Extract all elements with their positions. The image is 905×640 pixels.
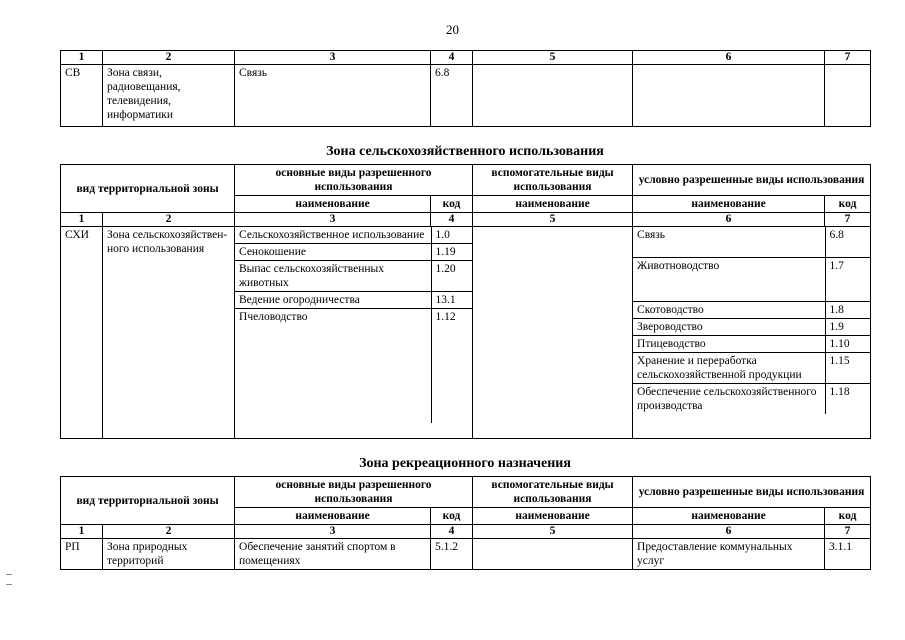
zone-name: Зона связи, радиовещания, телевидения, информатики: [103, 65, 235, 127]
col-number: 6: [633, 51, 825, 65]
cond-use-code: 1.15: [825, 352, 871, 383]
header-main-uses: основные виды разрешенного использования: [235, 477, 473, 508]
table-row: [61, 65, 871, 127]
col-number: 1: [61, 525, 103, 539]
cond-use-code: 6.8: [825, 227, 871, 257]
zone-code: СВ: [61, 65, 103, 127]
col-number: 3: [235, 525, 431, 539]
main-use-code: 1.19: [431, 244, 473, 261]
header-name: наименование: [633, 196, 825, 213]
main-use-code: 6.8: [431, 65, 473, 127]
cond-use-name: Птицеводство: [633, 335, 825, 352]
cond-use-code: 1.18: [825, 383, 871, 414]
cond-use-name: Связь: [633, 227, 825, 257]
col-number: 7: [825, 213, 871, 227]
main-use-name: Сенокошение: [235, 244, 431, 261]
zone-name: Зона сельскохозяйствен-ного использования: [103, 227, 235, 439]
table-agricultural-zone: [60, 164, 871, 439]
col-number: 6: [633, 525, 825, 539]
list-item: [633, 227, 871, 257]
cond-use-code: 3.1.1: [825, 539, 871, 570]
table-row: [61, 539, 871, 570]
page-number: 20: [446, 22, 459, 37]
main-use-code: 1.12: [431, 309, 473, 423]
main-uses-list: [235, 227, 473, 439]
header-cond-uses: условно разрешенные виды использования: [633, 477, 871, 508]
header-name: наименование: [235, 196, 431, 213]
main-use-code: 13.1: [431, 292, 473, 309]
main-use-name: Обеспечение занятий спортом в помещениях: [235, 539, 431, 570]
header-name: наименование: [633, 508, 825, 525]
col-number: 5: [473, 51, 633, 65]
header-name: наименование: [473, 196, 633, 213]
table-communications-zone: [60, 50, 871, 127]
col-number: 3: [235, 51, 431, 65]
zone-code: РП: [61, 539, 103, 570]
col-number: 5: [473, 525, 633, 539]
table-row: [61, 227, 871, 439]
column-number-row: [61, 51, 871, 65]
header-code: код: [825, 196, 871, 213]
cond-use-code: 1.7: [825, 257, 871, 301]
section-title-agricultural: Зона сельскохозяйственного использования: [326, 144, 604, 159]
main-use-code: 1.20: [431, 261, 473, 292]
header-code: код: [431, 196, 473, 213]
list-item: [633, 318, 871, 335]
header-zone-type: вид территориальной зоны: [61, 165, 235, 213]
scan-margin-mark: [6, 584, 12, 585]
list-item: [633, 257, 871, 301]
col-number: 5: [473, 213, 633, 227]
header-cond-uses: условно разрешенные виды использования: [633, 165, 871, 196]
list-item: [235, 227, 473, 244]
header-row: [61, 165, 871, 196]
main-use-name: Связь: [235, 65, 431, 127]
aux-use-name: [473, 65, 633, 127]
header-aux-uses: вспомогательные виды использования: [473, 165, 633, 196]
cond-use-name: Животноводство: [633, 257, 825, 301]
col-number: 4: [431, 525, 473, 539]
header-zone-type: вид территориальной зоны: [61, 477, 235, 525]
col-number: 4: [431, 51, 473, 65]
header-aux-uses: вспомогательные виды использования: [473, 477, 633, 508]
col-number: 1: [61, 213, 103, 227]
col-number: 7: [825, 51, 871, 65]
header-code: код: [431, 508, 473, 525]
main-use-name: Сельскохозяйственное использование: [235, 227, 431, 244]
list-item: [235, 244, 473, 261]
col-number: 4: [431, 213, 473, 227]
aux-use-name: [473, 227, 633, 439]
cond-use-code: 1.8: [825, 301, 871, 318]
header-name: наименование: [473, 508, 633, 525]
col-number: 2: [103, 213, 235, 227]
list-item: [633, 301, 871, 318]
aux-use-name: [473, 539, 633, 570]
cond-use-code: [825, 65, 871, 127]
list-item: [633, 352, 871, 383]
header-main-uses: основные виды разрешенного использования: [235, 165, 473, 196]
cond-use-name: Предоставление коммунальных услуг: [633, 539, 825, 570]
list-item: [633, 383, 871, 414]
list-item: [235, 292, 473, 309]
header-code: код: [825, 508, 871, 525]
zone-name: Зона природных территорий: [103, 539, 235, 570]
cond-use-name: Звероводство: [633, 318, 825, 335]
cond-use-name: Обеспечение сельскохозяйственного производства: [637, 385, 817, 412]
list-item: [235, 261, 473, 292]
zone-code: СХИ: [61, 227, 103, 439]
col-number: 3: [235, 213, 431, 227]
cond-use-name: Хранение и переработка сельскохозяйственной продукции: [633, 352, 825, 383]
col-number: 1: [61, 51, 103, 65]
section-title-recreational: Зона рекреационного назначения: [359, 456, 571, 471]
table-recreational-zone: [60, 476, 871, 570]
cond-use-code: 1.10: [825, 335, 871, 352]
col-number: 6: [633, 213, 825, 227]
col-number: 2: [103, 525, 235, 539]
list-item: [235, 309, 473, 423]
cond-use-name: Скотоводство: [633, 301, 825, 318]
col-number: 7: [825, 525, 871, 539]
column-number-row: [61, 213, 871, 227]
main-use-code: 5.1.2: [431, 539, 473, 570]
scan-margin-mark: [6, 574, 12, 575]
main-use-name: Выпас сельскохозяйственных животных: [235, 261, 431, 292]
cond-use-code: 1.9: [825, 318, 871, 335]
main-use-name: Пчеловодство: [239, 311, 308, 323]
list-item: [633, 335, 871, 352]
col-number: 2: [103, 51, 235, 65]
cond-use-name: [633, 65, 825, 127]
column-number-row: [61, 525, 871, 539]
main-use-code: 1.0: [431, 227, 473, 244]
header-name: наименование: [235, 508, 431, 525]
main-use-name: Ведение огородничества: [235, 292, 431, 309]
header-row: [61, 477, 871, 508]
cond-uses-list: [633, 227, 871, 439]
